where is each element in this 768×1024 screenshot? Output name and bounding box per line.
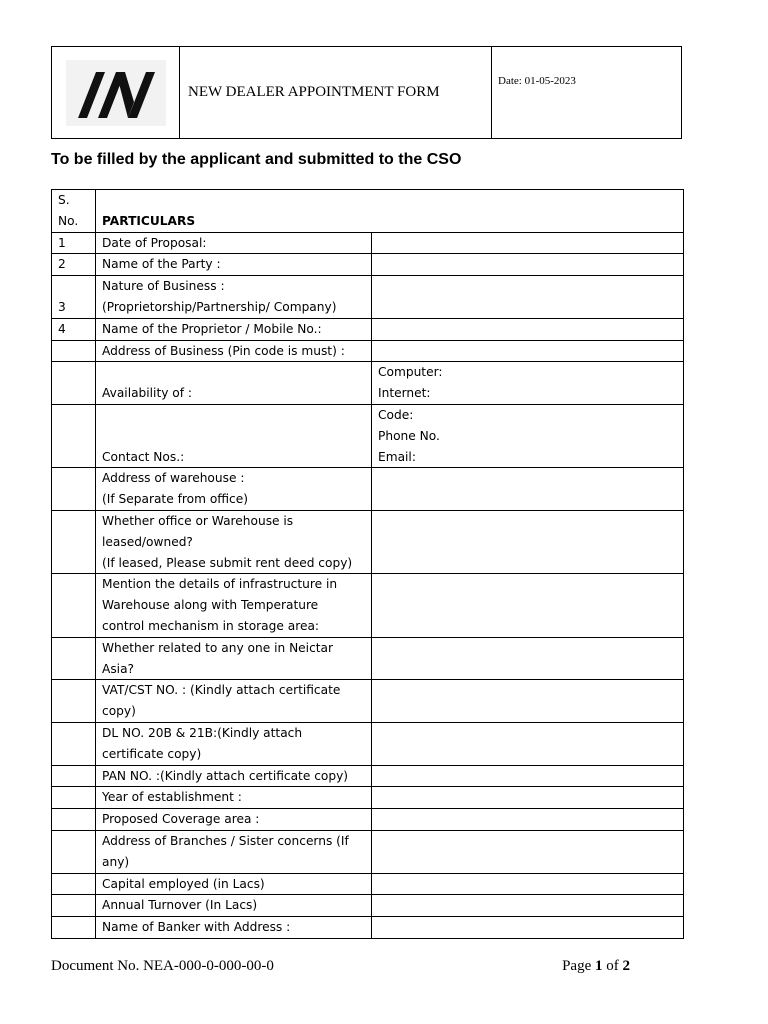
- table-row: [52, 680, 684, 723]
- row-number: [52, 510, 96, 573]
- company-logo: [66, 60, 166, 126]
- table-row: [52, 254, 684, 276]
- row-particulars: [96, 574, 372, 637]
- row-particulars: [96, 680, 372, 723]
- form-header: [51, 46, 682, 139]
- row-answer-field[interactable]: [372, 895, 684, 917]
- table-row: [52, 722, 684, 765]
- row-answer-field[interactable]: [372, 276, 684, 319]
- row-number: [52, 722, 96, 765]
- row-number: [52, 765, 96, 787]
- row-particulars: [96, 510, 372, 573]
- table-row: [52, 468, 684, 511]
- row-answer-field[interactable]: [372, 637, 684, 680]
- row-answer-field[interactable]: [372, 574, 684, 637]
- document-number: Document No. NEA-000-0-000-00-0: [51, 958, 274, 974]
- row-number: 2: [52, 254, 96, 276]
- particulars-line: (If Separate from office): [102, 492, 249, 507]
- row-particulars: [96, 765, 372, 787]
- table-row: [52, 873, 684, 895]
- table-row: [52, 830, 684, 873]
- instruction-heading: To be filled by the applicant and submitted to the CSO: [51, 151, 462, 168]
- row-particulars: [96, 895, 372, 917]
- table-row: [52, 917, 684, 939]
- particulars-line: Mention the details of infrastructure in: [102, 577, 338, 592]
- particulars-line: Address of warehouse :: [102, 471, 245, 486]
- answer-sub-label: Email:: [378, 449, 416, 464]
- row-particulars: [96, 637, 372, 680]
- particulars-line: VAT/CST NO. : (Kindly attach certificate: [102, 683, 341, 698]
- answer-sub-label: Internet:: [378, 386, 431, 401]
- row-number: [52, 917, 96, 939]
- row-particulars: [96, 404, 372, 467]
- row-particulars: [96, 873, 372, 895]
- row-answer-field[interactable]: [372, 510, 684, 573]
- row-particulars: [96, 254, 372, 276]
- table-row: [52, 340, 684, 362]
- particulars-line: [102, 426, 365, 447]
- row-number: [52, 787, 96, 809]
- table-row: [52, 276, 684, 319]
- particulars-line: Name of the Party :: [102, 257, 221, 272]
- particulars-line: Asia?: [102, 661, 135, 676]
- particulars-line: PAN NO. :(Kindly attach certificate copy): [102, 768, 349, 783]
- table-row: [52, 895, 684, 917]
- row-number: [52, 873, 96, 895]
- row-answer-field[interactable]: [372, 340, 684, 362]
- row-particulars: [96, 340, 372, 362]
- sno-header: S. No.: [52, 190, 96, 233]
- row-answer-field[interactable]: [372, 787, 684, 809]
- row-number: [52, 809, 96, 831]
- table-row: [52, 362, 684, 405]
- table-row: [52, 765, 684, 787]
- application-form-table: [51, 189, 684, 939]
- particulars-line: Nature of Business :: [102, 279, 225, 294]
- row-particulars: [96, 830, 372, 873]
- logo-mark-icon: [72, 62, 160, 124]
- row-answer-field[interactable]: [372, 722, 684, 765]
- row-particulars: [96, 468, 372, 511]
- table-row: [52, 404, 684, 467]
- table-row: [52, 318, 684, 340]
- particulars-line: control mechanism in storage area:: [102, 618, 320, 633]
- particulars-line: Name of Banker with Address :: [102, 920, 291, 935]
- row-answer-field[interactable]: [372, 765, 684, 787]
- row-particulars: [96, 232, 372, 254]
- row-answer-field[interactable]: [372, 318, 684, 340]
- particulars-line: leased/owned?: [102, 534, 193, 549]
- row-number: [52, 574, 96, 637]
- particulars-line: Availability of :: [102, 386, 193, 401]
- particulars-line: Whether office or Warehouse is: [102, 513, 294, 528]
- row-particulars: [96, 787, 372, 809]
- particulars-line: Annual Turnover (In Lacs): [102, 898, 258, 913]
- row-answer-field[interactable]: [372, 680, 684, 723]
- particulars-line: Capital employed (in Lacs): [102, 876, 265, 891]
- particulars-line: Address of Business (Pin code is must) :: [102, 343, 345, 358]
- row-number: [52, 362, 96, 405]
- particulars-line: Address of Branches / Sister concerns (If: [102, 833, 349, 848]
- row-answer-field[interactable]: [372, 830, 684, 873]
- row-number: [52, 830, 96, 873]
- table-header-row: [52, 190, 684, 233]
- row-answer-field[interactable]: [372, 873, 684, 895]
- table-row: [52, 574, 684, 637]
- answer-sub-label: Phone No.: [378, 428, 440, 443]
- row-answer-field[interactable]: [372, 232, 684, 254]
- row-answer-field[interactable]: [372, 254, 684, 276]
- particulars-line: [102, 362, 365, 383]
- particulars-line: certificate copy): [102, 746, 202, 761]
- row-number: 3: [52, 276, 96, 319]
- particulars-line: Year of establishment :: [102, 790, 242, 805]
- table-row: [52, 637, 684, 680]
- particulars-line: copy): [102, 704, 136, 719]
- row-number: [52, 895, 96, 917]
- row-answer-field[interactable]: [372, 917, 684, 939]
- answer-sub-label: Code:: [378, 407, 414, 422]
- particulars-line: (If leased, Please submit rent deed copy): [102, 555, 353, 570]
- row-number: 4: [52, 318, 96, 340]
- logo-cell: [52, 47, 180, 138]
- particulars-line: Date of Proposal:: [102, 235, 207, 250]
- particulars-line: [102, 405, 365, 426]
- row-answer-field[interactable]: [372, 809, 684, 831]
- particulars-line: (Proprietorship/Partnership/ Company): [102, 299, 337, 314]
- particulars-line: DL NO. 20B & 21B:(Kindly attach: [102, 725, 303, 740]
- table-row: [52, 787, 684, 809]
- particulars-line: Whether related to any one in Neictar: [102, 640, 334, 655]
- row-number: [52, 680, 96, 723]
- row-number: [52, 340, 96, 362]
- page-indicator: Page 1 of 2: [562, 958, 630, 974]
- row-number: [52, 468, 96, 511]
- row-answer-field[interactable]: [372, 362, 684, 405]
- row-number: [52, 404, 96, 467]
- table-row: [52, 232, 684, 254]
- row-particulars: [96, 722, 372, 765]
- form-date: Date: 01-05-2023: [498, 75, 576, 87]
- row-particulars: [96, 276, 372, 319]
- particulars-line: Contact Nos.:: [102, 449, 185, 464]
- row-particulars: [96, 362, 372, 405]
- row-particulars: [96, 318, 372, 340]
- row-particulars: [96, 917, 372, 939]
- particulars-line: Warehouse along with Temperature: [102, 598, 319, 613]
- table-row: [52, 809, 684, 831]
- row-number: [52, 637, 96, 680]
- row-answer-field[interactable]: [372, 468, 684, 511]
- row-particulars: [96, 809, 372, 831]
- particulars-line: Proposed Coverage area :: [102, 812, 260, 827]
- particulars-line: any): [102, 854, 130, 869]
- form-title: NEW DEALER APPOINTMENT FORM: [180, 47, 492, 138]
- row-number: 1: [52, 232, 96, 254]
- particulars-header: PARTICULARS: [96, 190, 684, 233]
- table-row: [52, 510, 684, 573]
- row-answer-field[interactable]: [372, 404, 684, 467]
- particulars-line: Name of the Proprietor / Mobile No.:: [102, 321, 322, 336]
- answer-sub-label: Computer:: [378, 365, 443, 380]
